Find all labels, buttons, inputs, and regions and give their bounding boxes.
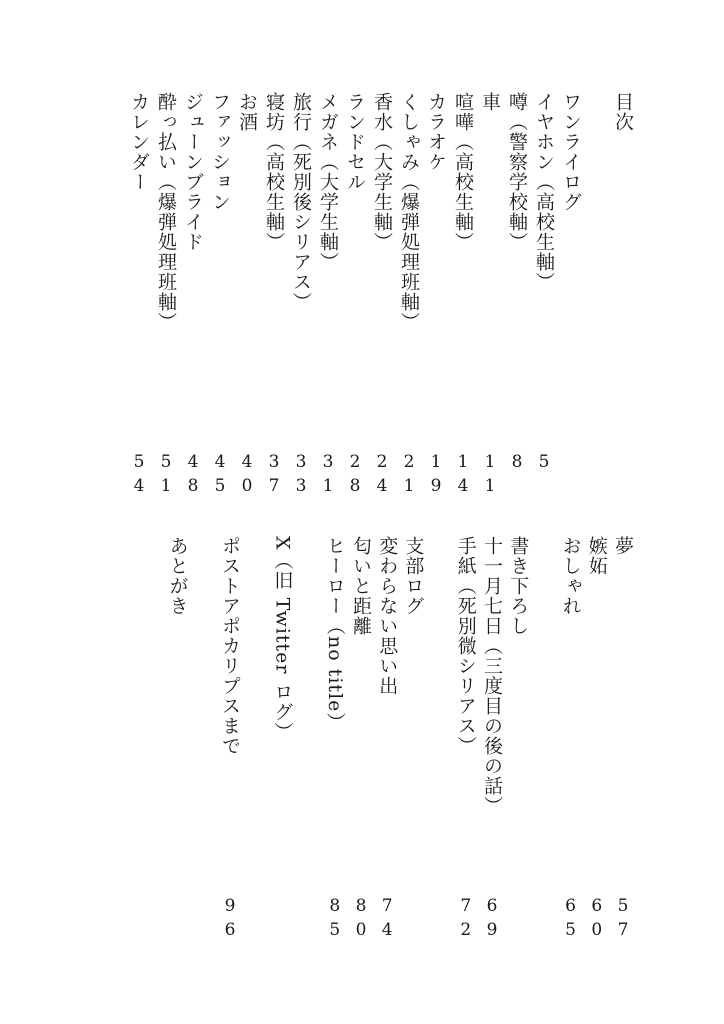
bottom-entry-title[interactable]: あとがき — [166, 536, 189, 616]
bottom-entry-title[interactable]: 支部ログ — [402, 536, 425, 616]
bottom-entry-page-number: 72 — [455, 896, 476, 944]
bottom-entry-page-number: 74 — [377, 896, 398, 944]
top-entry-page-number: 31 — [318, 452, 338, 500]
top-entry-title[interactable]: カラオケ — [425, 92, 447, 172]
top-entry-page-number: 14 — [453, 452, 473, 500]
bottom-entry-title[interactable]: X（旧 Twitter ログ） — [271, 536, 294, 742]
top-entry-page-number: 19 — [426, 452, 446, 500]
top-entry-page-number: 24 — [372, 452, 392, 500]
top-entry-title[interactable]: ランドセル — [344, 92, 366, 192]
top-entry-page-number: 8 — [507, 452, 527, 476]
top-entry-title[interactable]: 噂（警察学校軸） — [506, 92, 528, 252]
top-entry-page-number: 37 — [264, 452, 284, 500]
toc-title: 目次 — [612, 92, 634, 132]
top-entry-title[interactable]: 寝坊（高校生軸） — [263, 92, 285, 252]
bottom-entry-title[interactable]: 手紙（死別微シリアス） — [454, 536, 477, 756]
top-entry-title[interactable]: お酒 — [236, 92, 258, 132]
bottom-entry-title[interactable]: 十一月七日（三度目の後の話） — [481, 536, 503, 816]
top-entry-title[interactable]: メガネ（大学生軸） — [317, 92, 339, 272]
bottom-entry-page-number: 60 — [586, 896, 607, 944]
top-entry-page-number: 28 — [345, 452, 365, 500]
top-entry-title[interactable]: ワンライログ — [560, 92, 582, 212]
top-entry-title[interactable]: イヤホン（高校生軸） — [533, 92, 555, 292]
top-entry-title[interactable]: 喧嘩（高校生軸） — [452, 92, 474, 252]
bottom-entry-page-number: 69 — [482, 896, 502, 944]
top-entry-page-number: 5 — [534, 452, 554, 476]
top-entry-page-number: 21 — [399, 452, 419, 500]
top-entry-page-number: 45 — [210, 452, 230, 500]
bottom-entry-title[interactable]: 変わらない思い出 — [376, 536, 399, 696]
top-entry-page-number: 48 — [183, 452, 203, 500]
top-entry-title[interactable]: ジューンブライド — [182, 92, 204, 252]
top-entry-page-number: 11 — [480, 452, 500, 500]
bottom-entry-title[interactable]: おしゃれ — [559, 536, 582, 616]
top-entry-title[interactable]: 旅行（死別後シリアス） — [290, 92, 312, 312]
top-entry-page-number: 54 — [129, 452, 149, 500]
top-entry-title[interactable]: くしゃみ（爆弾処理班軸） — [398, 92, 420, 332]
bottom-entry-page-number: 85 — [324, 896, 345, 944]
top-entry-title[interactable]: 車 — [479, 92, 501, 112]
top-entry-page-number: 51 — [156, 452, 176, 500]
bottom-entry-page-number: 57 — [613, 896, 633, 944]
bottom-entry-title[interactable]: ポストアポカリプスまで — [219, 536, 241, 756]
bottom-entry-title[interactable]: ヒーロー（no title） — [323, 536, 346, 733]
top-entry-page-number: 33 — [291, 452, 311, 500]
top-entry-title[interactable]: 酔っ払い（爆弾処理班軸） — [155, 92, 177, 332]
top-entry-title[interactable]: 香水（大学生軸） — [371, 92, 393, 252]
top-entry-title[interactable]: ファッション — [209, 92, 231, 212]
bottom-entry-page-number: 65 — [560, 896, 581, 944]
top-entry-page-number: 40 — [237, 452, 257, 500]
bottom-entry-title[interactable]: 嫉妬 — [585, 536, 608, 576]
bottom-entry-page-number: 96 — [220, 896, 240, 944]
bottom-entry-title[interactable]: 書き下ろし — [507, 536, 530, 636]
bottom-entry-page-number: 80 — [351, 896, 371, 944]
top-entry-title[interactable]: カレンダー — [128, 92, 150, 192]
bottom-entry-title[interactable]: 匂いと距離 — [350, 536, 372, 636]
bottom-entry-title[interactable]: 夢 — [612, 536, 634, 556]
